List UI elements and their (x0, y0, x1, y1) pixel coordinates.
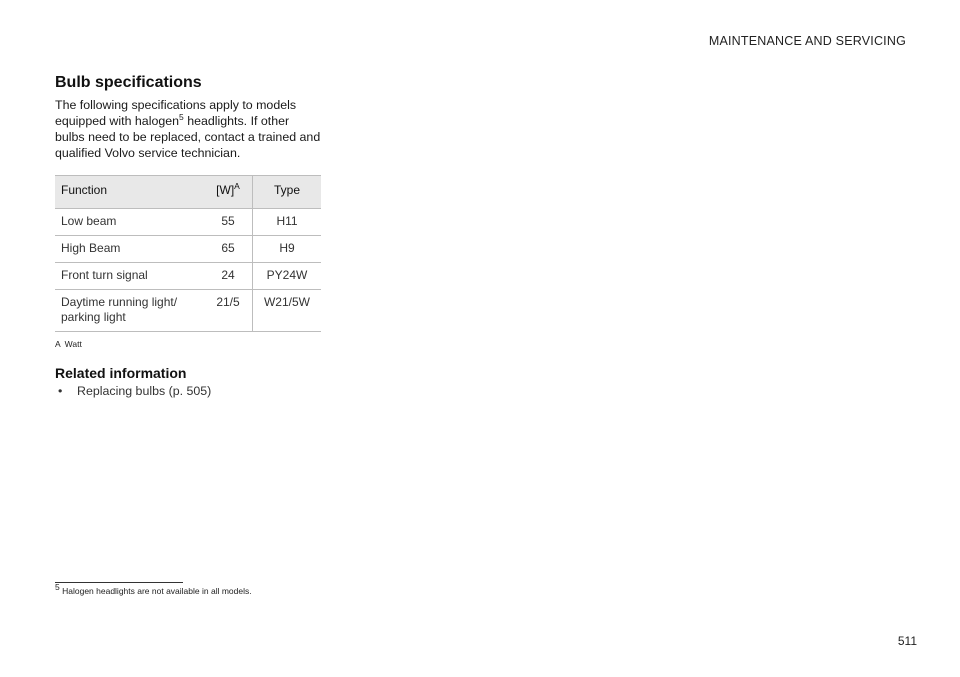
cell-function: Front turn signal (55, 263, 204, 290)
cell-watts: 55 (204, 209, 253, 236)
cell-type: PY24W (253, 263, 322, 290)
cell-watts: 65 (204, 236, 253, 263)
table-footnote-text: Watt (64, 339, 82, 349)
footnote-ref: 5 (179, 111, 184, 122)
page-number: 511 (897, 634, 917, 648)
header-watts-ref: A (234, 181, 240, 191)
intro-text-before: The following specifications apply to models equipped with halogen (55, 98, 297, 128)
table-row (55, 236, 321, 263)
cell-function: Daytime running light/ parking light (55, 290, 204, 332)
footnote-divider (55, 582, 183, 583)
cell-type: H11 (253, 209, 322, 236)
cell-function: High Beam (55, 236, 204, 263)
page-footnote-text: Halogen headlights are not available in all models. (62, 586, 252, 596)
cell-watts: 24 (204, 263, 253, 290)
page-title: Bulb specifications (55, 74, 202, 91)
header-function: Function (55, 176, 204, 209)
table-footnote-mark: A (55, 339, 61, 349)
related-item[interactable] (55, 383, 321, 399)
cell-function: Low beam (55, 209, 204, 236)
related-heading: Related information (55, 365, 187, 381)
main-content (55, 74, 321, 399)
header-type: Type (253, 176, 322, 209)
table-footnote (55, 339, 321, 349)
cell-watts: 21/5 (204, 290, 253, 332)
table-row (55, 263, 321, 290)
intro-paragraph (55, 97, 321, 161)
page-footnote-mark: 5 (55, 582, 60, 593)
header-watts-label: [W] (216, 183, 235, 197)
related-list (55, 383, 321, 399)
page-footnote (55, 582, 252, 596)
table-header-row (55, 176, 321, 209)
intro-text-after: headlights. If other bulbs need to be replaced, contact a trained and qualified Volvo service technician. (55, 114, 321, 160)
cell-type: H9 (253, 236, 322, 263)
bulb-spec-table (55, 175, 321, 332)
related-link[interactable]: Replacing bulbs (p. 505) (77, 384, 212, 398)
table-row (55, 209, 321, 236)
section-header: MAINTENANCE AND SERVICING (708, 34, 906, 48)
table-row (55, 290, 321, 332)
bullet-icon: • (58, 384, 63, 398)
header-watts (204, 176, 253, 209)
cell-type: W21/5W (253, 290, 322, 332)
